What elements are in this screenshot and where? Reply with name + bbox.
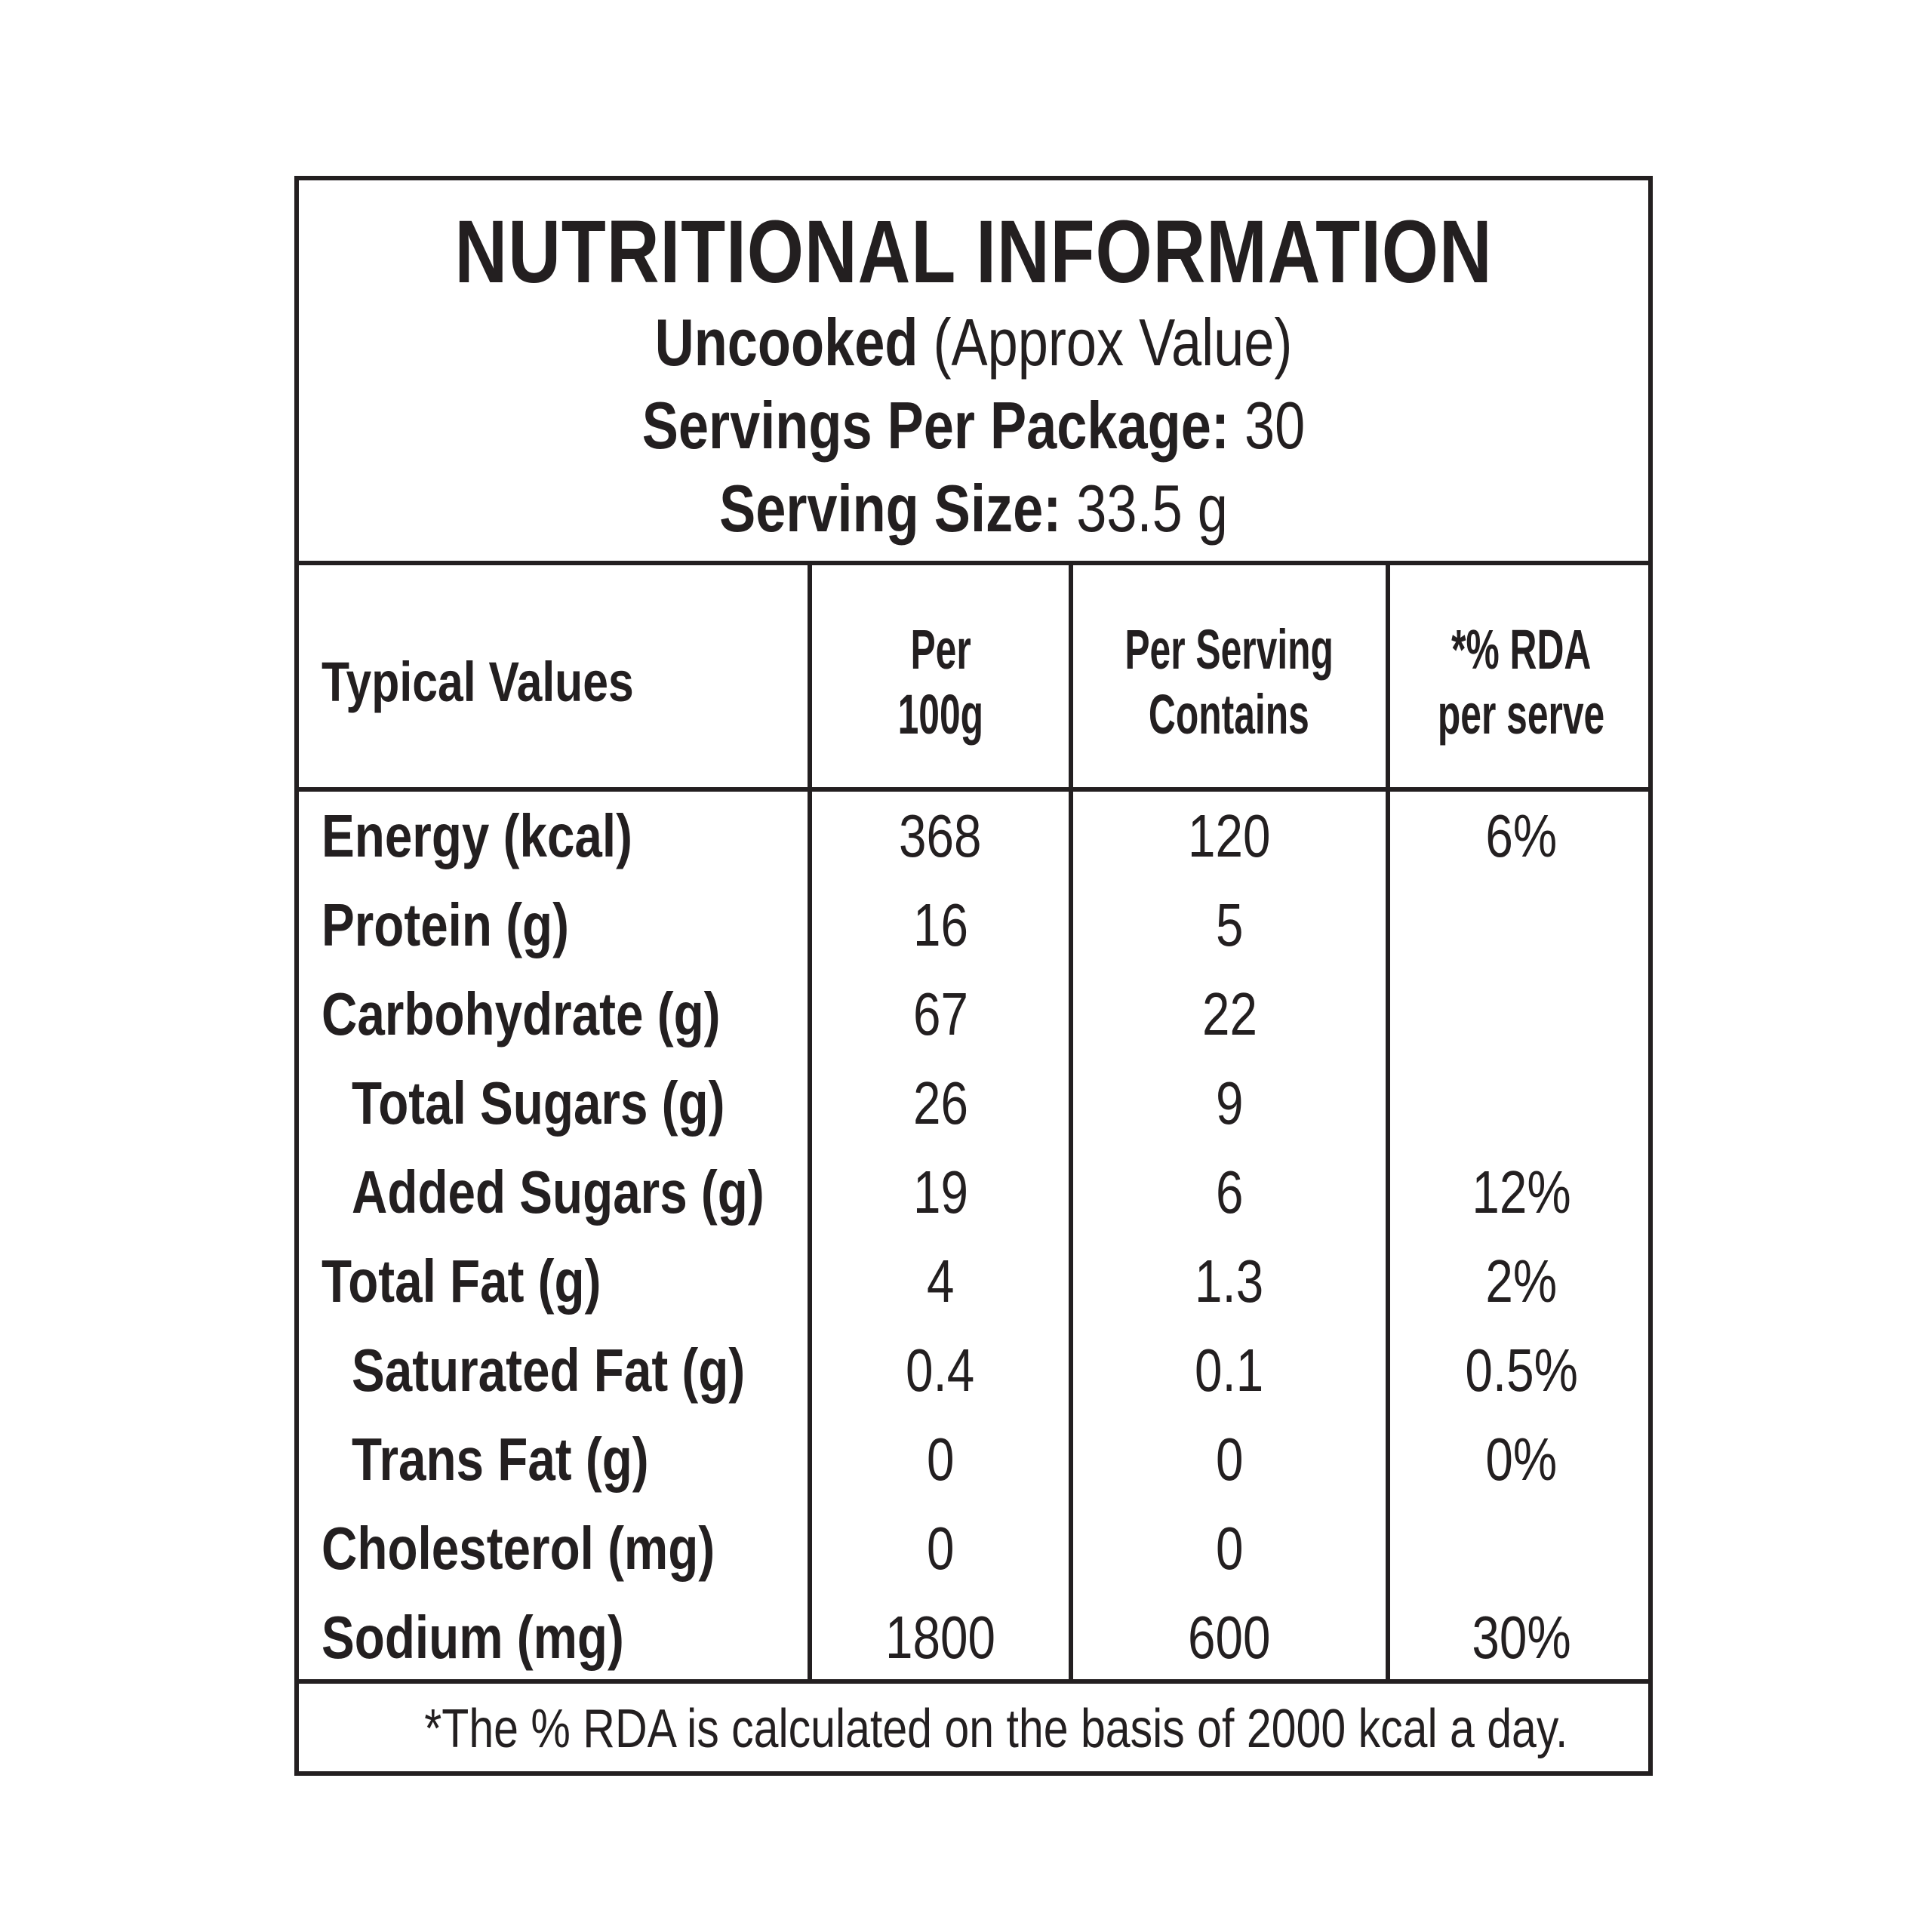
nutrient-name: Sodium (mg): [321, 1604, 624, 1671]
label-title: NUTRITIONAL INFORMATION: [454, 202, 1493, 302]
nutrient-name: Protein (g): [321, 891, 569, 958]
column-header-typical-values: [299, 573, 808, 792]
column-header-line: Contains: [1149, 683, 1310, 746]
per-100g-value: 16: [912, 891, 968, 958]
serving-size-line: [420, 467, 1527, 550]
per-serving-value: 120: [1188, 802, 1271, 869]
nutrient-name: Trans Fat (g): [352, 1426, 649, 1493]
table-row: [299, 1237, 1648, 1326]
servings-value: 30: [1244, 388, 1306, 463]
table-row: [299, 1148, 1648, 1237]
column-header-per-serving: [1073, 573, 1386, 792]
nutrient-name: Energy (kcal): [321, 802, 632, 869]
per-100g-value: 4: [926, 1247, 955, 1315]
rda-value: [1390, 1059, 1653, 1148]
table-row: [299, 970, 1648, 1059]
nutrient-name: Saturated Fat (g): [352, 1337, 746, 1404]
per-100g-value: 0: [926, 1515, 955, 1582]
per-100g-value: 0: [926, 1426, 955, 1493]
rda-value: 12%: [1472, 1158, 1571, 1226]
serving-size-label: Serving Size:: [719, 471, 1062, 546]
rda-value: [1390, 1504, 1653, 1593]
servings-label: Servings Per Package:: [641, 388, 1229, 463]
nutrient-rows: [299, 792, 1648, 1682]
rda-footnote: *The % RDA is calculated on the basis of 2000 kcal a day.: [424, 1699, 1568, 1759]
per-100g-value: 67: [912, 980, 968, 1048]
column-header-line: 100g: [897, 683, 983, 746]
column-header-line: per serve: [1438, 683, 1605, 746]
column-header-per-100g: [812, 573, 1069, 792]
rda-value: 0.5%: [1465, 1337, 1578, 1404]
per-100g-value: 368: [899, 802, 982, 869]
per-serving-value: 1.3: [1195, 1247, 1264, 1315]
table-row: [299, 881, 1648, 970]
per-serving-value: 9: [1215, 1069, 1244, 1137]
rda-value: 6%: [1485, 802, 1558, 869]
rda-value: 0%: [1485, 1426, 1558, 1493]
per-100g-value: 26: [912, 1069, 968, 1137]
servings-line: [420, 384, 1527, 467]
nutrient-name: Cholesterol (mg): [321, 1515, 715, 1582]
rda-value: 30%: [1472, 1604, 1571, 1671]
state-line: [420, 301, 1527, 384]
per-100g-value: 0.4: [906, 1337, 975, 1404]
table-row: [299, 1326, 1648, 1415]
per-100g-value: 19: [912, 1158, 968, 1226]
state-note: (Approx Value): [933, 305, 1293, 380]
per-serving-value: 0: [1215, 1426, 1244, 1493]
header-divider: [299, 561, 1648, 565]
table-row: [299, 792, 1648, 881]
nutrient-name: Added Sugars (g): [352, 1158, 764, 1226]
nutrient-name: Carbohydrate (g): [321, 980, 721, 1048]
nutrition-label: [294, 176, 1653, 1776]
nutrient-name: Total Sugars (g): [352, 1069, 725, 1137]
nutrient-name: Total Fat (g): [321, 1247, 601, 1315]
column-header-line: *% RDA: [1451, 618, 1592, 681]
table-row: [299, 1504, 1648, 1593]
column-header-rda: [1390, 573, 1653, 792]
column-header-label: Typical Values: [321, 651, 634, 713]
per-serving-value: 22: [1201, 980, 1257, 1048]
column-header-line: Per: [909, 618, 971, 681]
rda-value: 2%: [1485, 1247, 1558, 1315]
rda-value: [1390, 881, 1653, 970]
state-label: Uncooked: [654, 305, 918, 380]
label-header: [299, 180, 1648, 569]
rda-value: [1390, 970, 1653, 1059]
table-row: [299, 1415, 1648, 1504]
table-row: [299, 1059, 1648, 1148]
per-serving-value: 5: [1215, 891, 1244, 958]
column-header-line: Per Serving: [1124, 618, 1334, 681]
serving-size-value: 33.5 g: [1076, 471, 1228, 546]
per-serving-value: 6: [1215, 1158, 1244, 1226]
per-100g-value: 1800: [885, 1604, 995, 1671]
per-serving-value: 0.1: [1195, 1337, 1264, 1404]
per-serving-value: 600: [1188, 1604, 1271, 1671]
table-row: [299, 1593, 1648, 1682]
per-serving-value: 0: [1215, 1515, 1244, 1582]
